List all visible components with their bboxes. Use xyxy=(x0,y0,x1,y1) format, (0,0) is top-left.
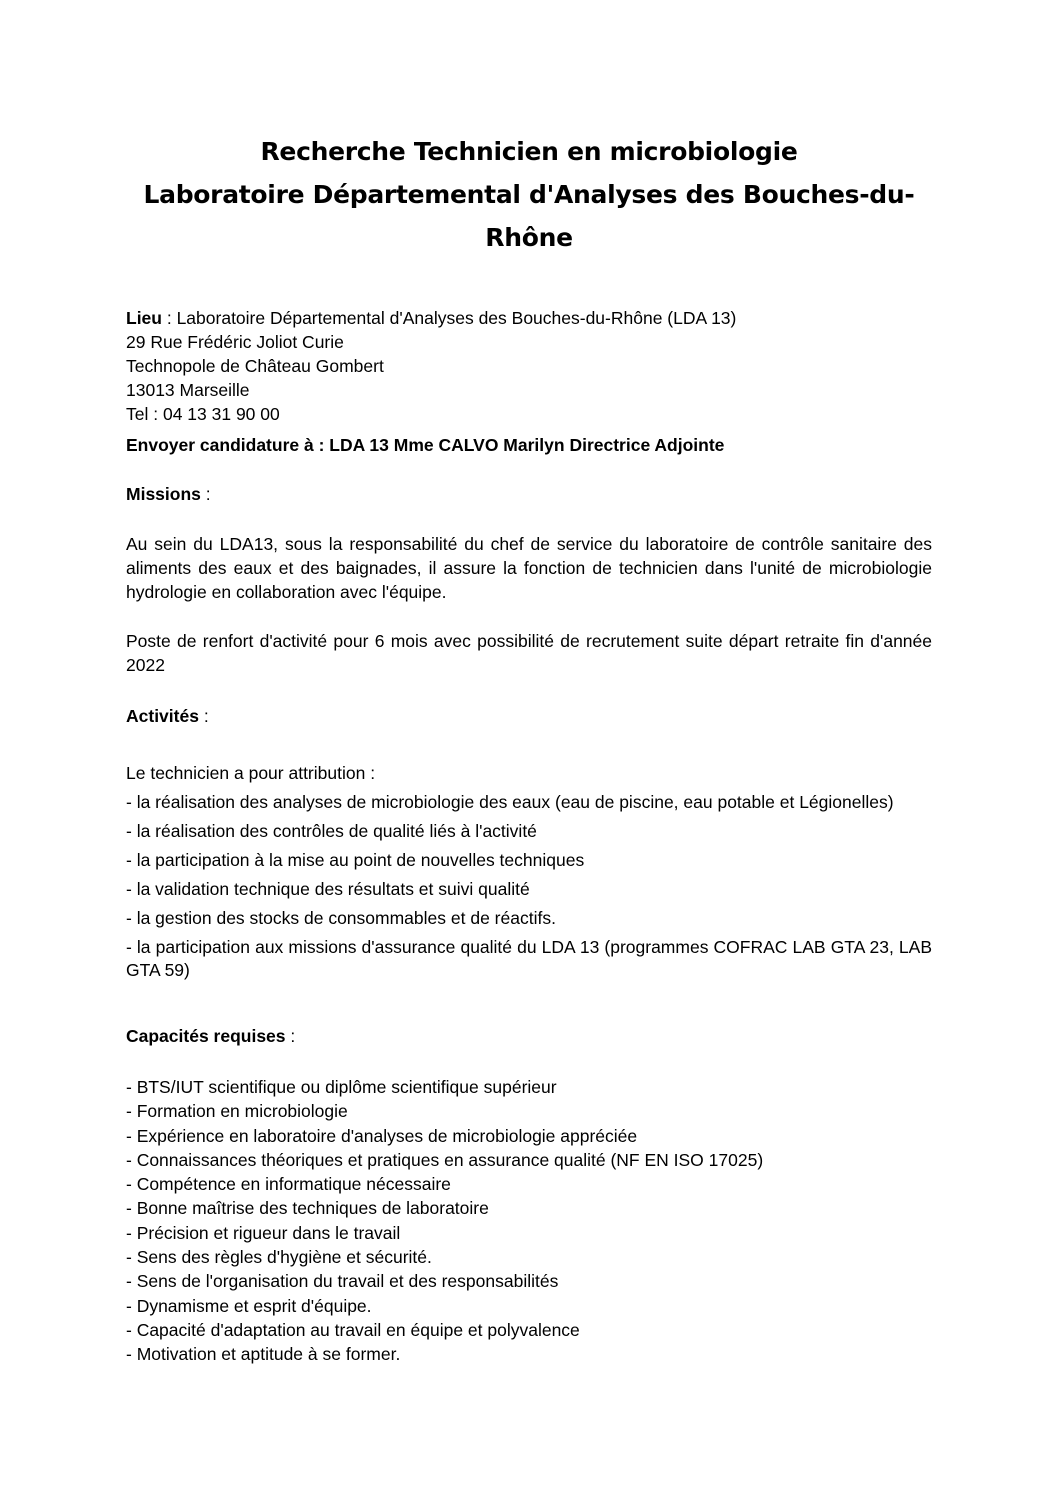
document-title xyxy=(120,130,938,259)
capacites-item: - Sens de l'organisation du travail et des responsabilités xyxy=(126,1271,559,1292)
missions-paragraph-2: Poste de renfort d'activité pour 6 mois avec possibilité de recrutement suite départ retraite fin d'année 2022 xyxy=(126,631,932,675)
capacites-list xyxy=(126,1075,932,1367)
activites-intro: Le technicien a pour attribution : xyxy=(126,763,376,783)
capacites-heading xyxy=(126,1024,295,1048)
activites-item: - la réalisation des contrôles de qualité liés à l'activité xyxy=(126,821,537,841)
capacites-item: - Formation en microbiologie xyxy=(126,1101,348,1122)
activites-item: - la réalisation des analyses de microbiologie des eaux (eau de piscine, eau potable et Légionelles) xyxy=(126,792,894,812)
location-city: 13013 Marseille xyxy=(126,380,250,400)
capacites-item: - Sens des règles d'hygiène et sécurité. xyxy=(126,1247,432,1268)
title-line-2: Laboratoire Départemental d'Analyses des Bouches-du- xyxy=(143,180,915,209)
location-area: Technopole de Château Gombert xyxy=(126,356,384,376)
activites-item: - la validation technique des résultats et suivi qualité xyxy=(126,879,530,899)
capacites-item: - Bonne maîtrise des techniques de laboratoire xyxy=(126,1198,489,1219)
location-separator: : xyxy=(161,308,177,328)
capacites-item: - Capacité d'adaptation au travail en équipe et polyvalence xyxy=(126,1319,580,1340)
capacites-item: - Expérience en laboratoire d'analyses de microbiologie appréciée xyxy=(126,1125,638,1146)
capacites-item: - BTS/IUT scientifique ou diplôme scientifique supérieur xyxy=(126,1077,557,1097)
capacites-heading-colon: : xyxy=(285,1026,296,1046)
activites-item: - la gestion des stocks de consommables et de réactifs. xyxy=(126,908,556,928)
activites-list xyxy=(126,762,932,988)
location-section xyxy=(126,306,932,457)
activites-heading xyxy=(126,704,209,728)
capacites-heading-text: Capacités requises xyxy=(126,1026,286,1046)
location-label: Lieu xyxy=(126,308,162,328)
capacites-item: - Motivation et aptitude à se former. xyxy=(126,1344,401,1365)
activites-item: - la participation aux missions d'assurance qualité du LDA 13 (programmes COFRAC LAB GTA 23, LAB GTA 59) xyxy=(126,937,932,980)
missions-heading-colon: : xyxy=(200,484,211,504)
location-phone: Tel : 04 13 31 90 00 xyxy=(126,404,280,424)
missions-paragraph-1: Au sein du LDA13, sous la responsabilité du chef de service du laboratoire de contrôle sanitaire des aliments des eaux et des baignades, il assure la fonction de technicien dans l'unité de microbiologie hydrologie en collaboration avec l'équipe. xyxy=(126,534,932,602)
location-name: Laboratoire Départemental d'Analyses des Bouches-du-Rhône (LDA 13) xyxy=(176,308,737,328)
missions-heading-text: Missions xyxy=(126,484,201,504)
missions-heading xyxy=(126,482,211,506)
activites-heading-text: Activités xyxy=(126,706,199,726)
activites-heading-colon: : xyxy=(198,706,209,726)
location-street: 29 Rue Frédéric Joliot Curie xyxy=(126,332,344,352)
capacites-item: - Dynamisme et esprit d'équipe. xyxy=(126,1295,372,1316)
activites-item: - la participation à la mise au point de nouvelles techniques xyxy=(126,850,585,870)
capacites-item: - Compétence en informatique nécessaire xyxy=(126,1174,451,1195)
send-application-to: Envoyer candidature à : LDA 13 Mme CALVO Marilyn Directrice Adjointe xyxy=(126,435,725,455)
location-line xyxy=(126,306,932,330)
capacites-item: - Connaissances théoriques et pratiques en assurance qualité (NF EN ISO 17025) xyxy=(126,1149,764,1170)
title-line-3: Rhône xyxy=(485,223,573,252)
title-line-1: Recherche Technicien en microbiologie xyxy=(260,137,798,166)
capacites-item: - Précision et rigueur dans le travail xyxy=(126,1222,401,1243)
